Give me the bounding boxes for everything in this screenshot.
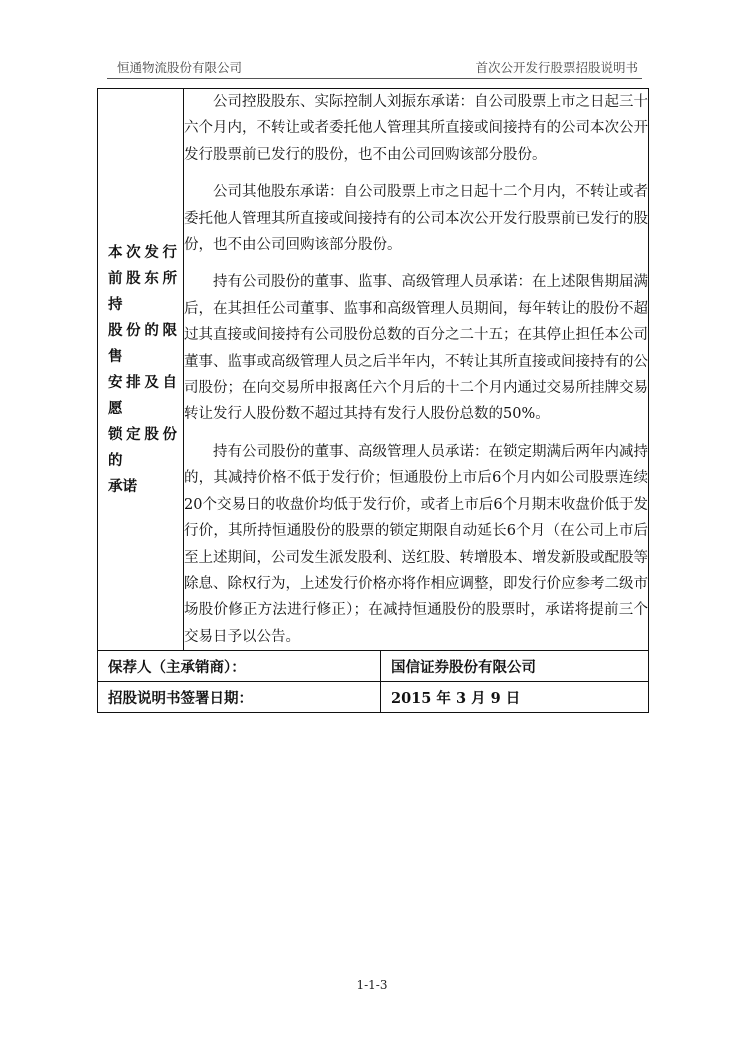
label-line: 承诺: [108, 477, 137, 495]
sponsor-label: 保荐人（主承销商）：: [98, 651, 381, 682]
signing-date-label: 招股说明书签署日期：: [98, 682, 381, 713]
label-line: 股份的限售: [108, 321, 177, 365]
controlling-shareholder-commitment: 公司控股股东、实际控制人刘振东承诺：自公司股票上市之日起三十六个月内，不转让或者委托他人管理其所直接或间接持有的公司本次公开发行股票前已发行的股份，也不由公司回购该部分股份。: [184, 94, 649, 163]
directors-executives-commitment: 持有公司股份的董事、高级管理人员承诺：在锁定期满后两年内减持的，其减持价格不低于发行价；恒通股份上市后6个月内如公司股票连续20个交易日的收盘价均低于发行价，或者上市后6个月期末收盘价低于发行价，其所持恒通股份的股票的锁定期限自动延长6个月（在公司上市后至上述期间，公司发生派发股利、送红股、转增股本、增发新股或配股等除息、除权行为，上述发行价格亦将作相应调整，即发行价应参考二级市场股价修正方法进行修正）；在减持恒通股份的股票时，承诺将提前三个交易日予以公告。: [184, 443, 649, 645]
label-line: 前股东所持: [108, 269, 177, 313]
label-line: 本次发行: [108, 243, 177, 261]
commitment-row: [98, 89, 649, 651]
label-line: 锁定股份的: [108, 425, 177, 469]
signing-date-row: [98, 682, 649, 713]
commitment-label-cell: [98, 89, 184, 651]
header-company-name: 恒通物流股份有限公司: [117, 60, 243, 75]
commitment-content-cell: [184, 89, 649, 651]
commitment-label: [98, 240, 183, 500]
page-header: [107, 56, 642, 79]
label-line: 安排及自愿: [108, 373, 177, 417]
lockup-commitment-table: [97, 88, 649, 713]
page-number: 1-1-3: [356, 978, 388, 992]
sponsor-value: 国信证券股份有限公司: [381, 651, 649, 682]
sponsor-row: [98, 651, 649, 682]
other-shareholders-commitment: 公司其他股东承诺：自公司股票上市之日起十二个月内，不转让或者委托他人管理其所直接或间接持有的公司本次公开发行股票前已发行的股份，也不由公司回购该部分股份。: [184, 184, 649, 254]
header-document-title: 首次公开发行股票招股说明书: [475, 60, 638, 75]
signing-date-value: 2015 年 3 月 9 日: [381, 682, 649, 713]
directors-supervisors-commitment: 持有公司股份的董事、监事、高级管理人员承诺：在上述限售期届满后，在其担任公司董事、监事和高级管理人员期间，每年转让的股份不超过其直接或间接持有公司股份总数的百分之二十五；在其停止担任本公司董事、监事或高级管理人员之后半年内，不转让其所直接或间接持有的公司股份；在向交易所申报离任六个月后的十二个月内通过交易所挂牌交易转让发行人股份数不超过其持有发行人股份总数的50%。: [184, 274, 649, 423]
